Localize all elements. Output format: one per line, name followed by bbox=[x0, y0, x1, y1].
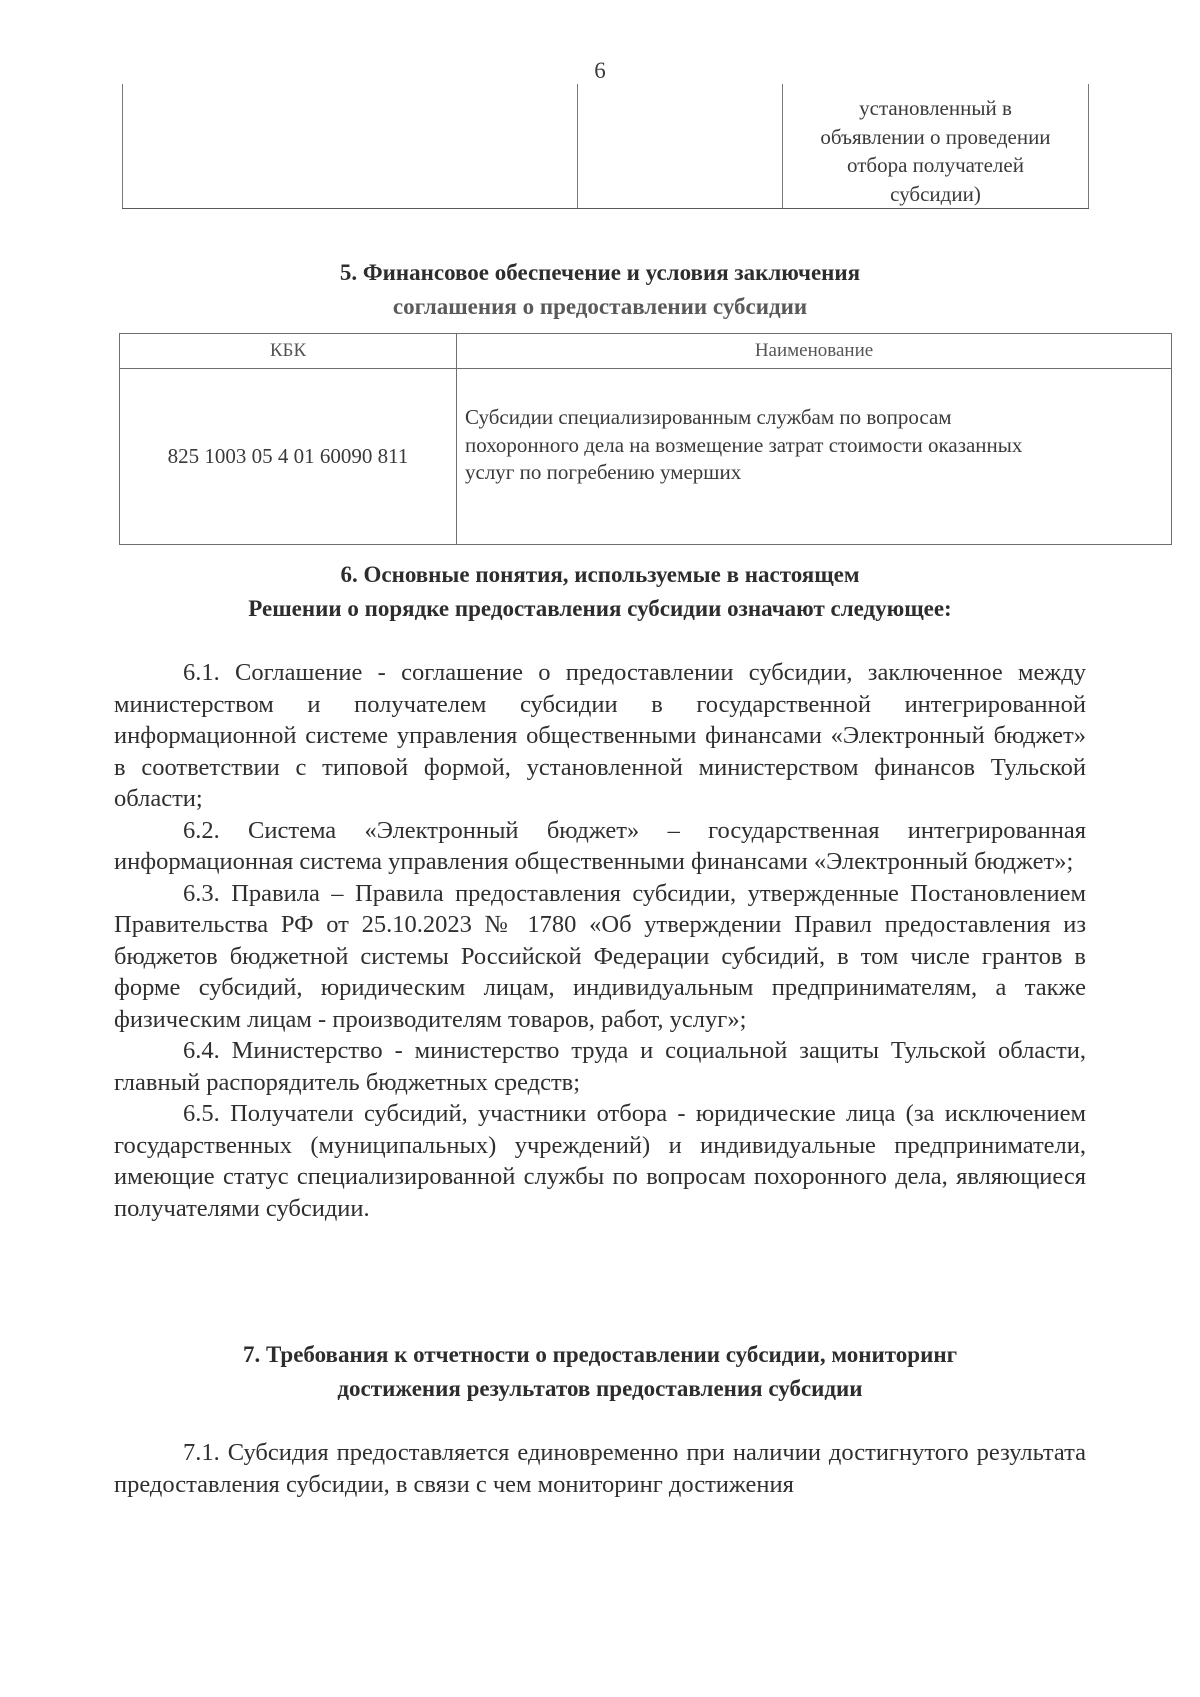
section-6-body bbox=[114, 657, 1086, 1224]
cell-text-line: похоронного дела на возмещение затрат стоимости оказанных bbox=[465, 432, 1023, 457]
section-title-line: соглашения о предоставлении субсидии bbox=[392, 294, 808, 319]
column-header-kbk: КБК bbox=[120, 334, 457, 369]
paragraph: 6.1. Соглашение - соглашение о предоставлении субсидии, заключенное между министерством и получателем субсидии в государственной интегрированной информационной системе управления общественными финансами «Электронный бюджет» в соответствии с типовой формой, установленной министерством финансов Тульской области; bbox=[114, 659, 1086, 812]
table-header-row bbox=[120, 334, 1172, 369]
table-row bbox=[123, 84, 1089, 209]
section-title-line: достижения результатов предоставления субсидии bbox=[337, 1376, 863, 1401]
kbk-code-cell: 825 1003 05 4 01 60090 811 bbox=[120, 369, 457, 545]
cell-text-line: отбора получателей bbox=[847, 153, 1024, 177]
section-title-line: 6. Основные понятия, используемые в настоящем bbox=[340, 562, 860, 587]
column-header-name: Наименование bbox=[457, 334, 1172, 369]
table-cell bbox=[123, 84, 578, 209]
section-title-line: Решении о порядке предоставления субсидии означают следующее: bbox=[248, 596, 952, 621]
table-cell bbox=[578, 84, 783, 209]
paragraph: 6.3. Правила – Правила предоставления субсидии, утвержденные Постановлением Правительства РФ от 25.10.2023 № 1780 «Об утверждении Правил предоставления из бюджетов бюджетной системы Российской Федерации субсидий, в том числе грантов в форме субсидий, юридическим лицам, индивидуальным предпринимателям, а также физическим лицам - производителям товаров, работ, услуг»; bbox=[114, 879, 1086, 1033]
paragraph: 7.1. Субсидия предоставляется единовременно при наличии достигнутого результата предоставления субсидии, в связи с чем мониторинг достижения bbox=[114, 1439, 1086, 1498]
cell-text-line: Субсидии специализированным службам по вопросам bbox=[465, 405, 952, 430]
paragraph: 6.4. Министерство - министерство труда и социальной защиты Тульской области, главный распорядитель бюджетных средств; bbox=[114, 1037, 1086, 1096]
continued-table bbox=[122, 84, 1089, 209]
page-number: 6 bbox=[594, 58, 606, 83]
section-title-line: 5. Финансовое обеспечение и условия заключения bbox=[339, 260, 861, 285]
section-5-title bbox=[0, 256, 1200, 324]
kbk-table bbox=[119, 333, 1172, 545]
kbk-name-cell bbox=[457, 369, 1172, 545]
cell-text-line: объявлении о проведении bbox=[820, 124, 1051, 149]
section-6-title bbox=[0, 558, 1200, 626]
section-7-body bbox=[114, 1437, 1086, 1500]
paragraph: 6.5. Получатели субсидий, участники отбора - юридические лица (за исключением государственных (муниципальных) учреждений) и индивидуальные предприниматели, имеющие статус специализированной службы по вопросам похоронного дела, являющиеся получателями субсидии. bbox=[114, 1100, 1086, 1222]
cell-text-line: услуг по погребению умерших bbox=[465, 460, 742, 485]
table-row bbox=[120, 369, 1172, 545]
table-cell bbox=[783, 84, 1089, 209]
cell-text-line: установленный в bbox=[859, 96, 1012, 120]
section-7-title bbox=[0, 1338, 1200, 1406]
paragraph: 6.2. Система «Электронный бюджет» – государственная интегрированная информационная система управления общественными финансами «Электронный бюджет»; bbox=[114, 816, 1086, 875]
section-title-line: 7. Требования к отчетности о предоставлении субсидии, мониторинг bbox=[242, 1342, 958, 1367]
cell-text-line: субсидии) bbox=[890, 181, 981, 206]
